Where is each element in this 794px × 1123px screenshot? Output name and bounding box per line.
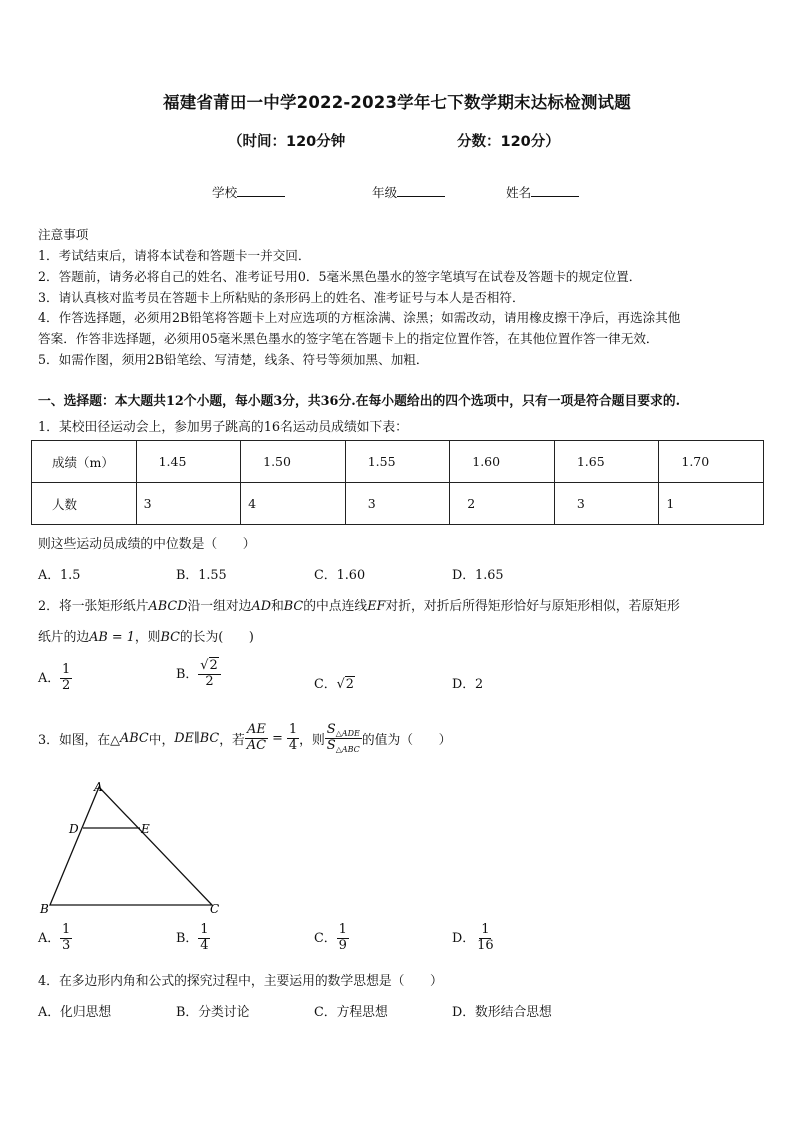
option-letter: B．	[176, 666, 199, 682]
denominator: AC	[246, 738, 267, 754]
q2-symbol: AB = 1	[89, 630, 135, 645]
q2-text: 的中点连线	[303, 599, 368, 614]
q2-option-c	[314, 673, 355, 692]
note-item: 3．请认真核对监考员在答题卡上所粘贴的条形码上的姓名、准考证号与本人是否相符．	[38, 290, 525, 305]
q1-option-d: D．1.65	[452, 568, 504, 583]
q3-text: 的值为（ ）	[361, 733, 452, 749]
q1-table	[31, 440, 764, 525]
option-letter: C．	[314, 677, 337, 692]
numerator: 1	[481, 922, 490, 937]
exam-time: （时间：120分钟	[228, 134, 346, 150]
page-title: 福建省莆田一中学2022-2023学年七下数学期末达标检测试题	[163, 93, 631, 112]
note-item: 2．答题前，请务必将自己的姓名、准考证号用0．5毫米黑色墨水的签字笔填写在试卷及答题卡的规定位置．	[38, 269, 642, 284]
note-item: 4．作答选择题，必须用2B铅笔将答题卡上对应选项的方框涂满、涂黑；如需改动，请用橡皮擦干净后，再选涂其他	[38, 310, 681, 325]
notes-heading: 注意事项	[38, 227, 89, 242]
fraction	[337, 923, 349, 954]
q1-option-a: A．1.5	[38, 568, 81, 583]
sqrt-symbol: √	[336, 677, 345, 692]
school-blank	[237, 184, 285, 197]
exam-score: 分数：120分）	[457, 134, 560, 150]
q3-text: 3．如图，在△	[38, 733, 120, 749]
vertex-label-e: E	[141, 822, 150, 836]
q1-option-b: B．1.55	[176, 568, 227, 583]
note-item: 答案．作答非选择题，必须用05毫米黑色墨水的签字笔在答题卡上的指定位置作答，在其他位置作答一律无效．	[38, 331, 659, 346]
numerator: 1	[200, 922, 209, 937]
q4-option-d: D．数形结合思想	[452, 1005, 552, 1020]
q3-option-b	[176, 923, 210, 954]
q4-option-a: A．化归思想	[38, 1005, 112, 1020]
table-cell: 3	[345, 483, 450, 525]
numerator: √2	[198, 659, 221, 675]
option-letter: B．	[176, 930, 199, 946]
table-cell: 1.50	[241, 441, 346, 483]
q2-option-d: D．2	[452, 677, 484, 692]
numerator	[325, 723, 362, 739]
area-subscript: △ABC	[335, 745, 360, 755]
table-cell: 2	[450, 483, 555, 525]
vertex-label-a: A	[94, 780, 103, 794]
fraction	[60, 663, 72, 694]
fraction	[60, 923, 72, 954]
table-cell: 3	[554, 483, 659, 525]
q4-option-b: B．分类讨论	[176, 1005, 250, 1020]
option-letter: A．	[38, 930, 61, 946]
option-letter: A．	[38, 670, 61, 686]
q4-stem: 4．在多边形内角和公式的探究过程中，主要运用的数学思想是（ ）	[38, 974, 443, 989]
note-item: 5．如需作图，须用2B铅笔绘、写清楚，线条、符号等须加黑、加粗．	[38, 352, 429, 367]
q2-text: ，则	[134, 630, 161, 645]
q2-symbol: BC	[160, 630, 180, 645]
q2-text: 沿一组对边	[187, 599, 252, 614]
area-symbol: S	[326, 738, 336, 754]
denominator: 2	[205, 673, 214, 689]
table-cell: 1.45	[136, 441, 241, 483]
numerator: 1	[62, 922, 71, 937]
table-cell: 1.60	[450, 441, 555, 483]
radicand: 2	[209, 658, 218, 673]
grade-field	[372, 182, 445, 201]
denominator: 4	[200, 937, 209, 953]
option-letter: C．	[314, 930, 337, 946]
table-cell: 成绩（m）	[32, 441, 137, 483]
q3-text: ，则	[299, 733, 325, 749]
area-symbol: S	[326, 722, 336, 737]
q2-symbol: ABCD	[148, 599, 188, 614]
table-cell: 1.70	[659, 441, 764, 483]
grade-label: 年级	[372, 185, 398, 200]
grade-blank	[397, 184, 445, 197]
vertex-label-b: B	[40, 902, 49, 916]
q2-text: 的长为( )	[179, 630, 254, 645]
school-field	[212, 182, 285, 201]
name-blank	[531, 184, 579, 197]
q1-option-c: C．1.60	[314, 568, 366, 583]
q3-option-c	[314, 923, 349, 954]
q3-option-d	[452, 923, 496, 954]
note-item: 1．考试结束后，请将本试卷和答题卡一并交回．	[38, 248, 311, 263]
denominator: 3	[62, 937, 71, 953]
table-cell: 3	[136, 483, 241, 525]
q2-text: 2．将一张矩形纸片	[38, 599, 149, 614]
denominator: 16	[477, 937, 494, 953]
q3-option-a	[38, 923, 72, 954]
q2-symbol: EF	[367, 599, 386, 614]
area-subscript: △ADE	[335, 729, 360, 738]
option-letter: D．	[452, 930, 476, 946]
equals-sign: =	[272, 731, 283, 747]
q3-stem	[38, 723, 451, 754]
fraction	[475, 923, 496, 954]
name-field	[506, 182, 579, 201]
q2-text: 和	[270, 599, 284, 614]
numerator: 1	[288, 722, 298, 738]
table-row	[32, 441, 764, 483]
fraction-ae-ac	[245, 723, 268, 754]
name-label: 姓名	[506, 185, 532, 200]
q2-symbol: AD	[251, 599, 271, 614]
q2-text: 对折，对折后所得矩形恰好与原矩形相似，若原矩形	[385, 599, 680, 614]
q2-text: 纸片的边	[38, 630, 90, 645]
table-cell: 人数	[32, 483, 137, 525]
school-label: 学校	[212, 185, 238, 200]
radicand: 2	[345, 677, 354, 692]
denominator	[325, 739, 362, 754]
vertex-label-d: D	[69, 822, 79, 836]
table-cell: 1.55	[345, 441, 450, 483]
q3-text: ，若	[219, 733, 245, 749]
section-heading: 一、选择题：本大题共12个小题，每小题3分，共36分.在每小题给出的四个选项中，只有一项是符合题目要求的.	[38, 394, 681, 409]
denominator: 2	[62, 677, 71, 693]
q3-symbol: DE∥BC	[174, 731, 220, 747]
q2-line1	[38, 595, 680, 614]
fraction-one-quarter	[287, 723, 299, 754]
q3-text: 中，	[148, 733, 175, 749]
numerator: 1	[338, 922, 347, 937]
q2-option-a	[38, 663, 72, 694]
q2-symbol: BC	[283, 599, 304, 614]
q4-option-c: C．方程思想	[314, 1005, 388, 1020]
q2-option-b	[176, 659, 221, 690]
q2-line2	[38, 626, 254, 645]
q3-symbol: ABC	[119, 731, 149, 747]
table-cell: 1	[659, 483, 764, 525]
q1-stem: 1．某校田径运动会上，参加男子跳高的16名运动员成绩如下表：	[38, 420, 408, 435]
fraction	[198, 659, 221, 690]
vertex-label-c: C	[210, 902, 220, 916]
numerator: 1	[62, 662, 71, 677]
table-row	[32, 483, 764, 525]
triangle-figure	[30, 775, 240, 920]
fraction-area-ratio	[325, 723, 362, 754]
fraction	[198, 923, 210, 954]
q1-question: 则这些运动员成绩的中位数是（ ）	[38, 537, 256, 552]
numerator: AE	[247, 722, 266, 738]
denominator: 4	[288, 738, 298, 754]
denominator: 9	[338, 937, 347, 953]
table-cell: 1.65	[554, 441, 659, 483]
table-cell: 4	[241, 483, 346, 525]
triangle-abc	[50, 787, 212, 905]
